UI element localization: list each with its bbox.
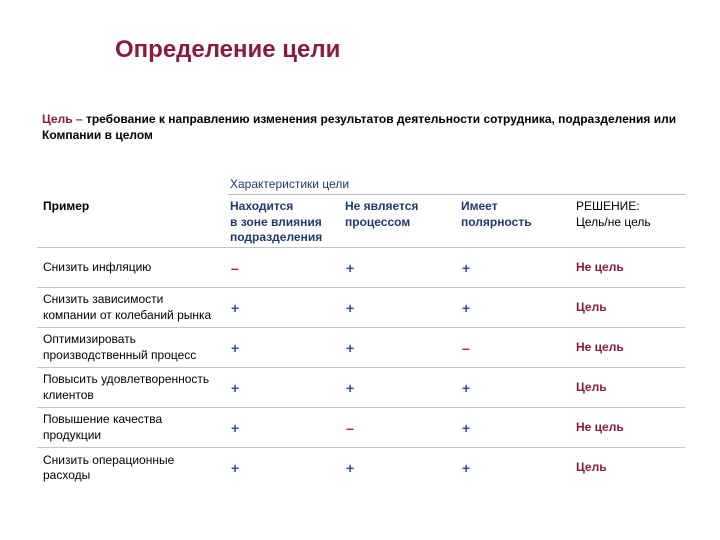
mark-has-polarity: + — [462, 379, 471, 396]
mark-not-a-process: + — [346, 259, 355, 276]
example-cell: Повысить удовлетворенность клиентов — [43, 372, 210, 402]
mark-zone-of-influence: + — [231, 299, 240, 316]
table-row — [37, 448, 685, 488]
table-row — [37, 328, 685, 368]
example-cell: Снизить операционные расходы — [43, 452, 175, 482]
table-row — [37, 248, 685, 288]
example-cell: Снизить инфляцию — [43, 259, 152, 274]
table-row — [37, 408, 685, 448]
goal-table — [37, 199, 685, 488]
mark-zone-of-influence: + — [231, 379, 240, 396]
characteristics-divider — [228, 194, 685, 195]
table-row — [37, 368, 685, 408]
decision-value: Цель — [576, 299, 607, 314]
decision-value: Не цель — [576, 419, 624, 434]
definition-term: Цель – — [42, 112, 83, 126]
mark-zone-of-influence: – — [231, 259, 239, 276]
mark-zone-of-influence: + — [231, 419, 240, 436]
mark-has-polarity: + — [462, 259, 471, 276]
decision-value: Цель — [576, 379, 607, 394]
column-header-decision: РЕШЕНИЕ: Цель/не цель — [576, 199, 651, 229]
mark-not-a-process: + — [346, 299, 355, 316]
mark-not-a-process: + — [346, 460, 355, 476]
table-row — [37, 288, 685, 328]
example-cell: Снизить зависимости компании от колебаний рынка — [43, 292, 212, 322]
decision-value: Не цель — [576, 339, 624, 354]
mark-zone-of-influence: + — [231, 339, 240, 356]
mark-has-polarity: + — [462, 299, 471, 316]
mark-has-polarity: – — [462, 339, 470, 356]
column-header-not-a-process: Не является процессом — [345, 199, 419, 229]
definition-text: требование к направлению изменения результатов деятельности сотрудника, подразделения или Компании в целом — [42, 112, 677, 142]
characteristics-header: Характеристики цели — [230, 177, 350, 191]
goal-definition — [42, 111, 676, 143]
column-header-polarity: Имеет полярность — [461, 199, 532, 229]
decision-value: Цель — [576, 460, 607, 475]
mark-has-polarity: + — [462, 460, 471, 476]
decision-value: Не цель — [576, 259, 624, 274]
mark-has-polarity: + — [462, 419, 471, 436]
column-header-zone-of-influence: Находится в зоне влияния подразделения — [230, 199, 323, 244]
slide-title: Определение цели — [115, 36, 341, 63]
mark-zone-of-influence: + — [231, 460, 240, 476]
example-cell: Повышение качества продукции — [43, 412, 163, 442]
table-header-row — [37, 199, 685, 248]
column-header-example: Пример — [43, 199, 90, 213]
mark-not-a-process: + — [346, 339, 355, 356]
example-cell: Оптимизировать производственный процесс — [43, 332, 197, 362]
mark-not-a-process: + — [346, 379, 355, 396]
mark-not-a-process: – — [346, 419, 354, 436]
